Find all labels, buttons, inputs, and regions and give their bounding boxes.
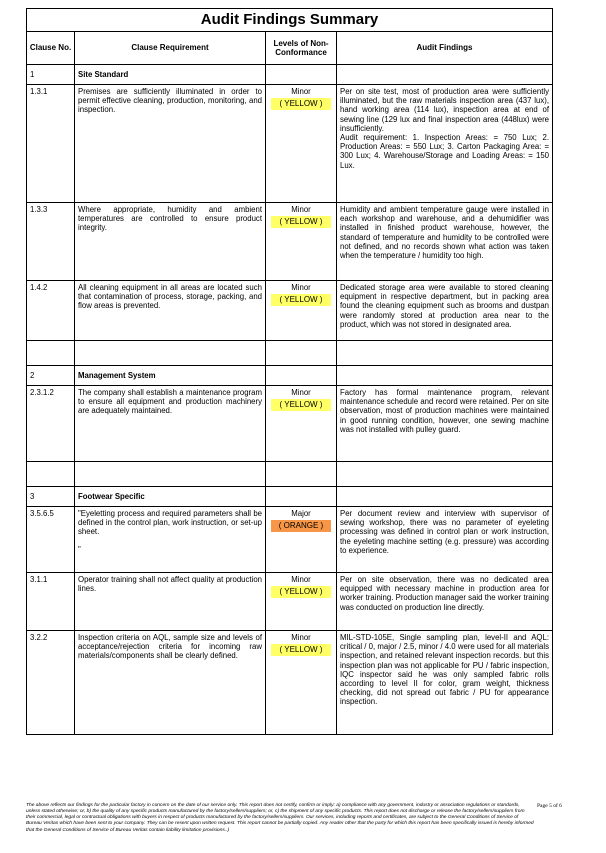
header-audit-findings: Audit Findings <box>337 32 553 65</box>
level-color-badge: ( YELLOW ) <box>271 294 331 305</box>
clause-number: 1.3.3 <box>27 203 75 281</box>
clause-number: 3.2.2 <box>27 631 75 735</box>
level-label: Minor <box>291 575 311 584</box>
level-label: Minor <box>291 633 311 642</box>
page-number: Page 5 of 6 <box>537 803 562 809</box>
level-label: Minor <box>291 205 311 214</box>
spacer-cell <box>27 462 75 487</box>
clause-number: 3.5.6.5 <box>27 507 75 573</box>
audit-finding <box>337 85 553 203</box>
level-color-badge: ( YELLOW ) <box>271 399 331 410</box>
finding-requirement-text: Audit requirement: 1. Inspection Areas: = 750 Lux; 2. Production Areas: = 550 Lux; 3. Carton Packaging Area: = 300 Lux; 4. Warehouse/Storage and Loading Areas: = 150 Lux. <box>340 132 550 170</box>
audit-finding <box>337 281 553 341</box>
audit-finding <box>337 386 553 462</box>
section-empty-cell <box>266 366 337 386</box>
audit-page <box>26 8 552 735</box>
finding-text: Per on site test, most of production area were sufficiently illuminated, but the raw materials inspection area (437 lux), hand working area (114 lux), inspection area at end of sewing line (129 lux and final inspection area (448lux) were insufficiently. <box>340 87 550 133</box>
spacer-cell <box>266 341 337 366</box>
section-empty-cell <box>337 487 553 507</box>
requirement-text: All cleaning equipment in all areas are located such that contamination of process, storage, packing, and flow areas is prevented. <box>78 283 262 311</box>
level-color-badge: ( YELLOW ) <box>271 98 331 109</box>
section-name: Site Standard <box>75 65 266 85</box>
header-levels: Levels of Non-Conformance <box>266 32 337 65</box>
spacer-cell <box>27 341 75 366</box>
nonconformance-level <box>266 386 337 462</box>
section-number: 3 <box>27 487 75 507</box>
finding-text: Dedicated storage area were available to stored cleaning equipment in respective department, but in packing area found the cleaning equipment such as brooms and dustpan were randomly stored at production area near to the product, which was not stored in designated area. <box>340 283 550 329</box>
clause-number: 2.3.1.2 <box>27 386 75 462</box>
clause-requirement <box>75 281 266 341</box>
table-title: Audit Findings Summary <box>27 9 553 32</box>
spacer-row <box>27 341 553 366</box>
section-empty-cell <box>337 65 553 85</box>
finding-row <box>27 281 553 341</box>
level-color-badge: ( YELLOW ) <box>271 216 331 227</box>
section-name: Footwear Specific <box>75 487 266 507</box>
table-body <box>27 65 553 735</box>
section-empty-cell <box>337 366 553 386</box>
finding-row <box>27 507 553 573</box>
level-label: Minor <box>291 388 311 397</box>
nonconformance-level <box>266 281 337 341</box>
finding-row <box>27 631 553 735</box>
nonconformance-level <box>266 631 337 735</box>
requirement-text: The company shall establish a maintenance program to ensure all equipment and production machinery are adequately maintained. <box>78 388 262 416</box>
header-clause-requirement: Clause Requirement <box>75 32 266 65</box>
spacer-row <box>27 462 553 487</box>
nonconformance-level <box>266 203 337 281</box>
audit-finding <box>337 507 553 573</box>
finding-text: Factory has formal maintenance program, relevant maintenance schedule and record were retained. Per on site observation, most of production machines were maintained in good running condition, however, one sewing machine was not installed with pulley guard. <box>340 388 550 434</box>
audit-finding <box>337 631 553 735</box>
spacer-cell <box>75 462 266 487</box>
section-number: 1 <box>27 65 75 85</box>
clause-number: 1.4.2 <box>27 281 75 341</box>
section-empty-cell <box>266 487 337 507</box>
audit-finding <box>337 203 553 281</box>
section-empty-cell <box>266 65 337 85</box>
finding-text: Per document review and interview with supervisor of sewing workshop, there was no parameter of eyeleting processing was defined in control plan or work instruction, the eyeleting machine setting (e.g. pressure) was according to experience. <box>340 509 550 555</box>
requirement-text: Where appropriate, humidity and ambient temperatures are controlled to ensure product integrity. <box>78 205 262 233</box>
section-name: Management System <box>75 366 266 386</box>
spacer-cell <box>75 341 266 366</box>
spacer-cell <box>337 341 553 366</box>
level-label: Major <box>291 509 311 518</box>
clause-requirement <box>75 203 266 281</box>
finding-row <box>27 203 553 281</box>
requirement-text: Inspection criteria on AQL, sample size and levels of acceptance/rejection criteria for incoming raw materials/components shall be clearly defined. <box>78 633 262 661</box>
spacer-cell <box>337 462 553 487</box>
clause-requirement <box>75 631 266 735</box>
requirement-text: Premises are sufficiently illuminated in order to permit effective cleaning, production, monitoring, and inspection. <box>78 87 262 115</box>
level-color-badge: ( YELLOW ) <box>271 586 331 597</box>
finding-row <box>27 573 553 631</box>
clause-requirement <box>75 386 266 462</box>
finding-text: MIL-STD-105E, Single sampling plan, level-II and AQL: critical / 0, major / 2.5, minor / 4.0 were used for all materials inspection, and retained relevant inspection records. but this inspection plan was not applicable for PU / fabric inspection, IQC inspector said he was only sampled fabric rolls according to level II for color, gram weight, thickness checking, did not spread out fabric / PU for appearance inspection. <box>340 633 550 707</box>
section-number: 2 <box>27 366 75 386</box>
finding-row <box>27 386 553 462</box>
clause-requirement <box>75 507 266 573</box>
finding-text: Per on site observation, there was no dedicated area equipped with necessary machine in production area for worker training. Production manager said the worker training was conducted on production line directly. <box>340 575 550 612</box>
clause-requirement <box>75 573 266 631</box>
finding-row <box>27 85 553 203</box>
clause-requirement <box>75 85 266 203</box>
header-row <box>27 32 553 65</box>
section-row <box>27 366 553 386</box>
requirement-text: "Eyeletting process and required parameters shall be defined in the control plan, work instruction, or set-up sheet. <box>78 509 262 537</box>
nonconformance-level <box>266 85 337 203</box>
level-color-badge: ( ORANGE ) <box>271 520 331 531</box>
section-row <box>27 487 553 507</box>
level-color-badge: ( YELLOW ) <box>271 644 331 655</box>
section-row <box>27 65 553 85</box>
level-label: Minor <box>291 87 311 96</box>
requirement-quote: " <box>78 544 81 554</box>
audit-findings-table <box>26 8 553 735</box>
spacer-cell <box>266 462 337 487</box>
disclaimer-footer: The above reflects our findings for the particular factory in concern on the date of our service only. This report does not certify, confirm or imply: a) compliance with any government, industry or association regulations or standards, unless stated otherwise; or, b) the quality of any specific products manufactured by the factory/sellers/suppliers; or, c) the shipment of any specific products. This report does not discharge or release the factory/sellers/suppliers from their commercial, legal or contractual obligations with buyers in respect of products manufactured by the factory/sellers/suppliers. Our services, including reports and certificates, are subject to the General Conditions of Service of Bureau Veritas which have been sent to your company. They can be resent upon written request. This report cannot be partially copied. Any reader other that the party for which this report has been specifically issued is hereby informed that the General Conditions of Service of Bureau Veritas contain liability limitation provisions..) <box>26 803 534 833</box>
header-clause-no: Clause No. <box>27 32 75 65</box>
level-label: Minor <box>291 283 311 292</box>
clause-number: 3.1.1 <box>27 573 75 631</box>
nonconformance-level <box>266 573 337 631</box>
audit-finding <box>337 573 553 631</box>
nonconformance-level <box>266 507 337 573</box>
clause-number: 1.3.1 <box>27 85 75 203</box>
requirement-text: Operator training shall not affect quality at production lines. <box>78 575 262 594</box>
finding-text: Humidity and ambient temperature gauge were installed in each workshop and warehouse, and a dehumidifier was installed in finished product warehouse, however, the standard of temperature and humidity to be controlled were not defined, and no records shown what action was taken when the temperature / humidity too high. <box>340 205 550 260</box>
